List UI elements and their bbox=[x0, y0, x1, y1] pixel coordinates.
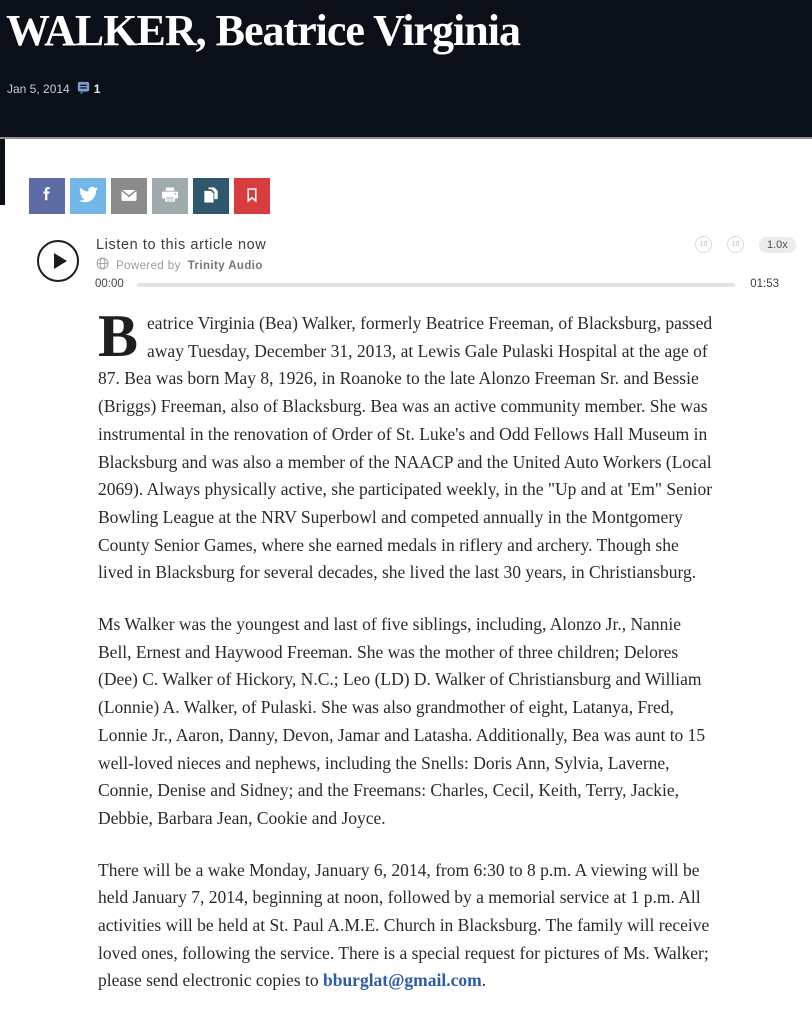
facebook-icon bbox=[38, 186, 56, 207]
envelope-icon bbox=[119, 185, 139, 208]
powered-by-row bbox=[96, 257, 263, 275]
powered-by-label: Powered by bbox=[116, 260, 181, 272]
twitter-share-button[interactable] bbox=[70, 178, 106, 214]
skip-forward-10-button[interactable]: 10 bbox=[727, 236, 744, 253]
audio-progress-bar[interactable] bbox=[137, 283, 735, 287]
comment-count: 1 bbox=[93, 81, 101, 96]
copy-link-button[interactable] bbox=[193, 178, 229, 214]
facebook-share-button[interactable] bbox=[29, 178, 65, 214]
comment-icon bbox=[77, 81, 90, 97]
paragraph-1 bbox=[98, 303, 718, 587]
audio-player-title: Listen to this article now bbox=[96, 237, 267, 253]
left-accent-strip bbox=[0, 139, 5, 205]
email-address-link[interactable]: bburglat@gmail.com bbox=[322, 970, 482, 991]
article-meta bbox=[7, 81, 100, 96]
print-button[interactable] bbox=[152, 178, 188, 214]
total-time: 01:53 bbox=[750, 278, 779, 290]
audio-player bbox=[0, 228, 812, 298]
share-toolbar bbox=[29, 178, 270, 214]
publish-date: Jan 5, 2014 bbox=[7, 81, 70, 96]
article-header bbox=[0, 0, 812, 139]
copy-pages-icon bbox=[201, 185, 221, 208]
paragraph-3-closing: . bbox=[481, 970, 487, 991]
paragraph-3 bbox=[98, 857, 718, 996]
skip-back-10-button[interactable]: 10 bbox=[695, 236, 712, 253]
play-icon bbox=[54, 253, 67, 269]
bookmark-icon bbox=[243, 186, 261, 207]
playback-speed-button[interactable]: 1.0x bbox=[759, 237, 796, 253]
paragraph-2: Ms Walker was the youngest and last of five siblings, including, Alonzo Jr., Nannie Bell, Ernest and Haywood Freeman. She was the mother of three children; Delores (Dee) C. Walker of Hickory, N.C.; Leo (LD) D. Walker of Christiansburg and William (Lonnie) A. Walker, of Pulaski. She was also grandmother of eight, Latanya, Fred, Lonnie Jr., Aaron, Danny, Devon, Jamar and Latasha. Additionally, Bea was aunt to 15 well-loved nieces and nephews, including the Snells: Doris Ann, Sylvia, Laverne, Connie, Denise and Sidney; and the Freemans: Charles, Cecil, Keith, Terry, Jackie, Debbie, Barbara Jean, Cookie and Joyce. bbox=[98, 614, 706, 828]
comments-link[interactable] bbox=[77, 81, 101, 97]
globe-icon bbox=[96, 257, 109, 275]
article-body bbox=[98, 303, 718, 1019]
email-share-button[interactable] bbox=[111, 178, 147, 214]
printer-icon bbox=[160, 185, 180, 208]
paragraph-1-text: eatrice Virginia (Bea) Walker, formerly Beatrice Freeman, of Blacksburg, passed away Tuesday, December 31, 2013, at Lewis Gale Pulaski Hospital at the age of 87. Bea was born May 8, 1926, in Roanoke to the late Alonzo Freeman Sr. and Bessie (Briggs) Freeman, also of Blacksburg. Bea was an active community member. She was instrumental in the renovation of Order of St. Luke's and Odd Fellows Hall Museum in Blacksburg and was also a member of the NAACP and the United Auto Workers (Local 2069). Always physically active, she participated weekly, in the "Up and at 'Em" Senior Bowling League at the NRV Superbowl and competed annually in the Montgomery County Senior Games, where she earned medals in riflery and archery. Though she lived in Blacksburg for several decades, she lived the last 30 years, in Christiansburg. bbox=[98, 313, 713, 583]
trinity-audio-brand[interactable]: Trinity Audio bbox=[187, 260, 263, 272]
current-time: 00:00 bbox=[95, 278, 124, 290]
drop-cap: B bbox=[98, 303, 139, 369]
bookmark-button[interactable] bbox=[234, 178, 270, 214]
page-title: WALKER, Beatrice Virginia bbox=[6, 6, 520, 55]
twitter-icon bbox=[79, 185, 98, 207]
player-controls bbox=[695, 236, 796, 253]
play-button[interactable] bbox=[37, 240, 79, 282]
paragraph-3-text: There will be a wake Monday, January 6, 2014, from 6:30 to 8 p.m. A viewing will be held January 7, 2014, beginning at noon, followed by a memorial service at 1 p.m. All activities will be held at St. Paul A.M.E. Church in Blacksburg. The family will receive loved ones, following the service. There is a special request for pictures of Ms. Walker; please send electronic copies to bbox=[98, 859, 710, 991]
